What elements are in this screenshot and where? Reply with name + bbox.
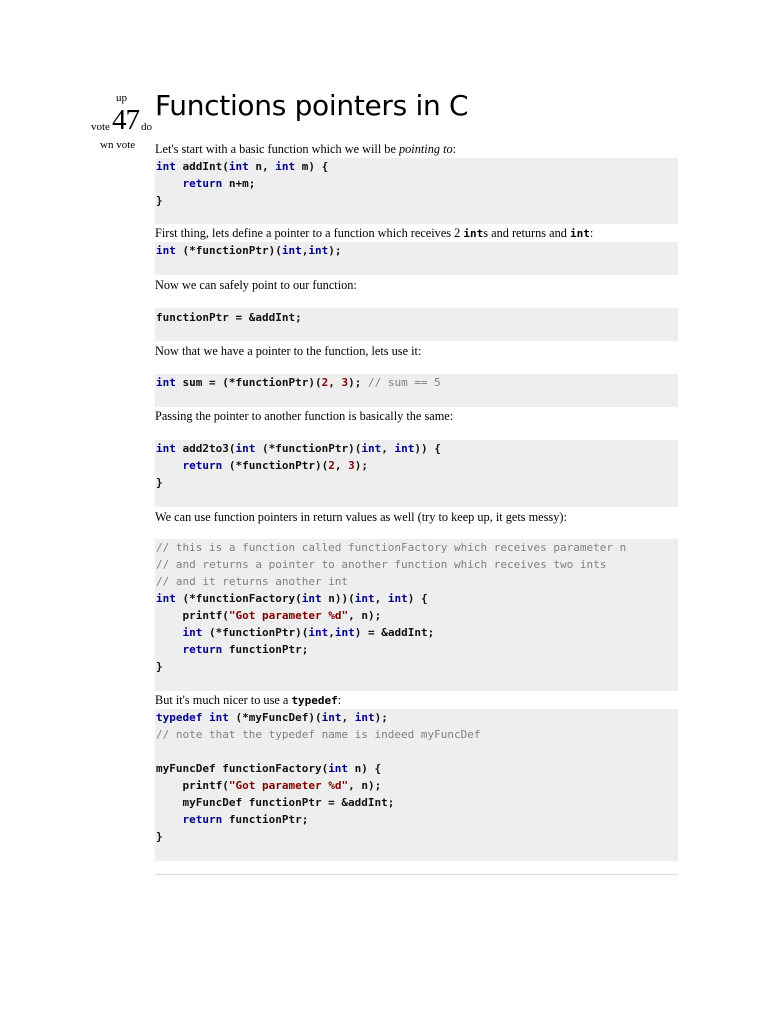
code-token: int bbox=[321, 711, 342, 724]
code-token: n))( bbox=[321, 592, 355, 605]
code-string: "Got parameter %d" bbox=[228, 779, 349, 792]
code-token: } bbox=[156, 660, 163, 673]
downvote-button[interactable]: wn vote bbox=[100, 139, 136, 151]
code-token: myFuncDef functionPtr = &addInt; bbox=[156, 796, 395, 809]
code-comment: // and it returns another int bbox=[156, 575, 349, 588]
code-token: int bbox=[156, 244, 176, 257]
code-token: , bbox=[341, 711, 355, 724]
intro-emphasis: pointing to bbox=[399, 142, 453, 156]
code-token: int bbox=[156, 592, 176, 605]
vote-count: 47 bbox=[112, 104, 139, 136]
code-token: ); bbox=[374, 711, 388, 724]
code-token: int bbox=[361, 442, 382, 455]
code-token: } bbox=[156, 830, 163, 843]
code-number: 2 bbox=[328, 459, 335, 472]
code-token: int bbox=[156, 442, 176, 455]
code-token: printf( bbox=[156, 779, 229, 792]
code-block-function-factory bbox=[155, 539, 678, 691]
code-token: (*functionPtr)( bbox=[255, 442, 362, 455]
code-comment: // and returns a pointer to another function which receives two ints bbox=[156, 558, 607, 571]
code-token: return bbox=[182, 813, 223, 826]
code-token: int bbox=[301, 592, 322, 605]
code-token bbox=[202, 711, 209, 724]
code-indent bbox=[156, 643, 183, 656]
code-token: return bbox=[182, 643, 223, 656]
code-token: return bbox=[182, 177, 223, 190]
code-token: int bbox=[308, 626, 329, 639]
code-token: (*functionPtr)( bbox=[202, 626, 309, 639]
code-block-add2to3 bbox=[155, 440, 678, 507]
code-number: 2 bbox=[321, 376, 329, 389]
passing-paragraph: Passing the pointer to another function is basically the same: bbox=[155, 409, 454, 423]
code-token: functionPtr = &addInt; bbox=[156, 311, 302, 324]
code-token: myFuncDef functionFactory( bbox=[156, 762, 329, 775]
code-token: n) { bbox=[348, 762, 382, 775]
para-text: : bbox=[589, 226, 594, 240]
code-token: int bbox=[354, 711, 375, 724]
para-text: But it's much nicer to use a bbox=[155, 693, 292, 707]
para-text: s and returns and bbox=[483, 226, 570, 240]
code-token: int bbox=[208, 711, 229, 724]
code-block-sum bbox=[155, 374, 678, 407]
code-token: ); bbox=[348, 376, 368, 389]
code-token: , bbox=[301, 244, 309, 257]
use-pointer-paragraph: Now that we have a pointer to the function, lets use it: bbox=[155, 344, 422, 358]
vote-label-right: do bbox=[141, 121, 152, 133]
para-text: First thing, lets define a pointer to a function which receives 2 bbox=[155, 226, 464, 240]
code-token: , n); bbox=[348, 779, 382, 792]
code-indent bbox=[156, 459, 183, 472]
code-token: int bbox=[275, 160, 296, 173]
code-token: , bbox=[381, 442, 395, 455]
inline-code: int bbox=[570, 227, 590, 240]
code-token: int bbox=[394, 442, 415, 455]
code-token: } bbox=[156, 194, 163, 207]
code-block-pointer-decl bbox=[155, 242, 678, 275]
intro-paragraph bbox=[155, 142, 678, 157]
typedef-paragraph bbox=[155, 693, 678, 708]
code-block-assign bbox=[155, 308, 678, 341]
code-token: int bbox=[235, 442, 256, 455]
code-token: int bbox=[387, 592, 408, 605]
code-comment: // sum == 5 bbox=[367, 376, 441, 389]
code-indent bbox=[156, 626, 183, 639]
code-token: functionPtr; bbox=[222, 643, 309, 656]
intro-text: Let's start with a basic function which we will be bbox=[155, 142, 399, 156]
code-token: printf( bbox=[156, 609, 229, 622]
code-token: int bbox=[156, 376, 176, 389]
code-token: n, bbox=[248, 160, 276, 173]
code-token: return bbox=[182, 459, 223, 472]
para-text: : bbox=[337, 693, 342, 707]
code-comment: // this is a function called functionFactory which receives parameter n bbox=[156, 541, 627, 554]
code-token: int bbox=[182, 626, 203, 639]
code-token: , bbox=[328, 626, 335, 639]
vote-label-left: vote bbox=[91, 121, 110, 133]
code-token: int bbox=[228, 160, 249, 173]
code-block-addint bbox=[155, 158, 678, 224]
code-token: ) = &addInt; bbox=[354, 626, 435, 639]
return-values-paragraph: We can use function pointers in return values as well (try to keep up, it gets messy): bbox=[155, 510, 567, 524]
code-token: int bbox=[334, 626, 355, 639]
code-number: 3 bbox=[341, 376, 349, 389]
code-token: add2to3( bbox=[175, 442, 236, 455]
code-token: ); bbox=[354, 459, 368, 472]
inline-code: typedef bbox=[291, 694, 338, 707]
code-token: int bbox=[281, 244, 302, 257]
page-title: Functions pointers in C bbox=[155, 89, 469, 122]
code-token: , bbox=[374, 592, 388, 605]
code-token: n+m; bbox=[222, 177, 256, 190]
code-token: m) { bbox=[295, 160, 329, 173]
code-token: ); bbox=[328, 244, 342, 257]
assign-paragraph: Now we can safely point to our function: bbox=[155, 278, 357, 292]
intro-colon: : bbox=[452, 142, 457, 156]
code-token: (*functionFactory( bbox=[175, 592, 302, 605]
code-indent bbox=[156, 177, 183, 190]
upvote-button[interactable]: up bbox=[116, 92, 127, 104]
code-block-typedef bbox=[155, 709, 678, 861]
code-token: int bbox=[328, 762, 349, 775]
code-indent bbox=[156, 813, 183, 826]
code-token: int bbox=[308, 244, 329, 257]
code-token: int bbox=[354, 592, 375, 605]
code-token: ) { bbox=[407, 592, 428, 605]
code-token: typedef bbox=[156, 711, 203, 724]
code-token: , bbox=[334, 459, 349, 472]
code-comment: // note that the typedef name is indeed myFuncDef bbox=[156, 728, 481, 741]
code-token: (*functionPtr)( bbox=[175, 244, 282, 257]
pointer-definition-paragraph bbox=[155, 226, 678, 241]
code-token: sum = (*functionPtr)( bbox=[175, 376, 322, 389]
divider bbox=[155, 874, 678, 875]
code-token: } bbox=[156, 476, 163, 489]
code-token: (*functionPtr)( bbox=[222, 459, 329, 472]
code-token: (*myFuncDef)( bbox=[228, 711, 322, 724]
code-token: , n); bbox=[348, 609, 382, 622]
code-token: , bbox=[328, 376, 342, 389]
code-number: 3 bbox=[348, 459, 355, 472]
inline-code: int bbox=[463, 227, 484, 240]
code-token: functionPtr; bbox=[222, 813, 309, 826]
code-token: addInt( bbox=[175, 160, 229, 173]
code-token: )) { bbox=[414, 442, 441, 455]
code-string: "Got parameter %d" bbox=[228, 609, 349, 622]
code-token: int bbox=[156, 160, 176, 173]
